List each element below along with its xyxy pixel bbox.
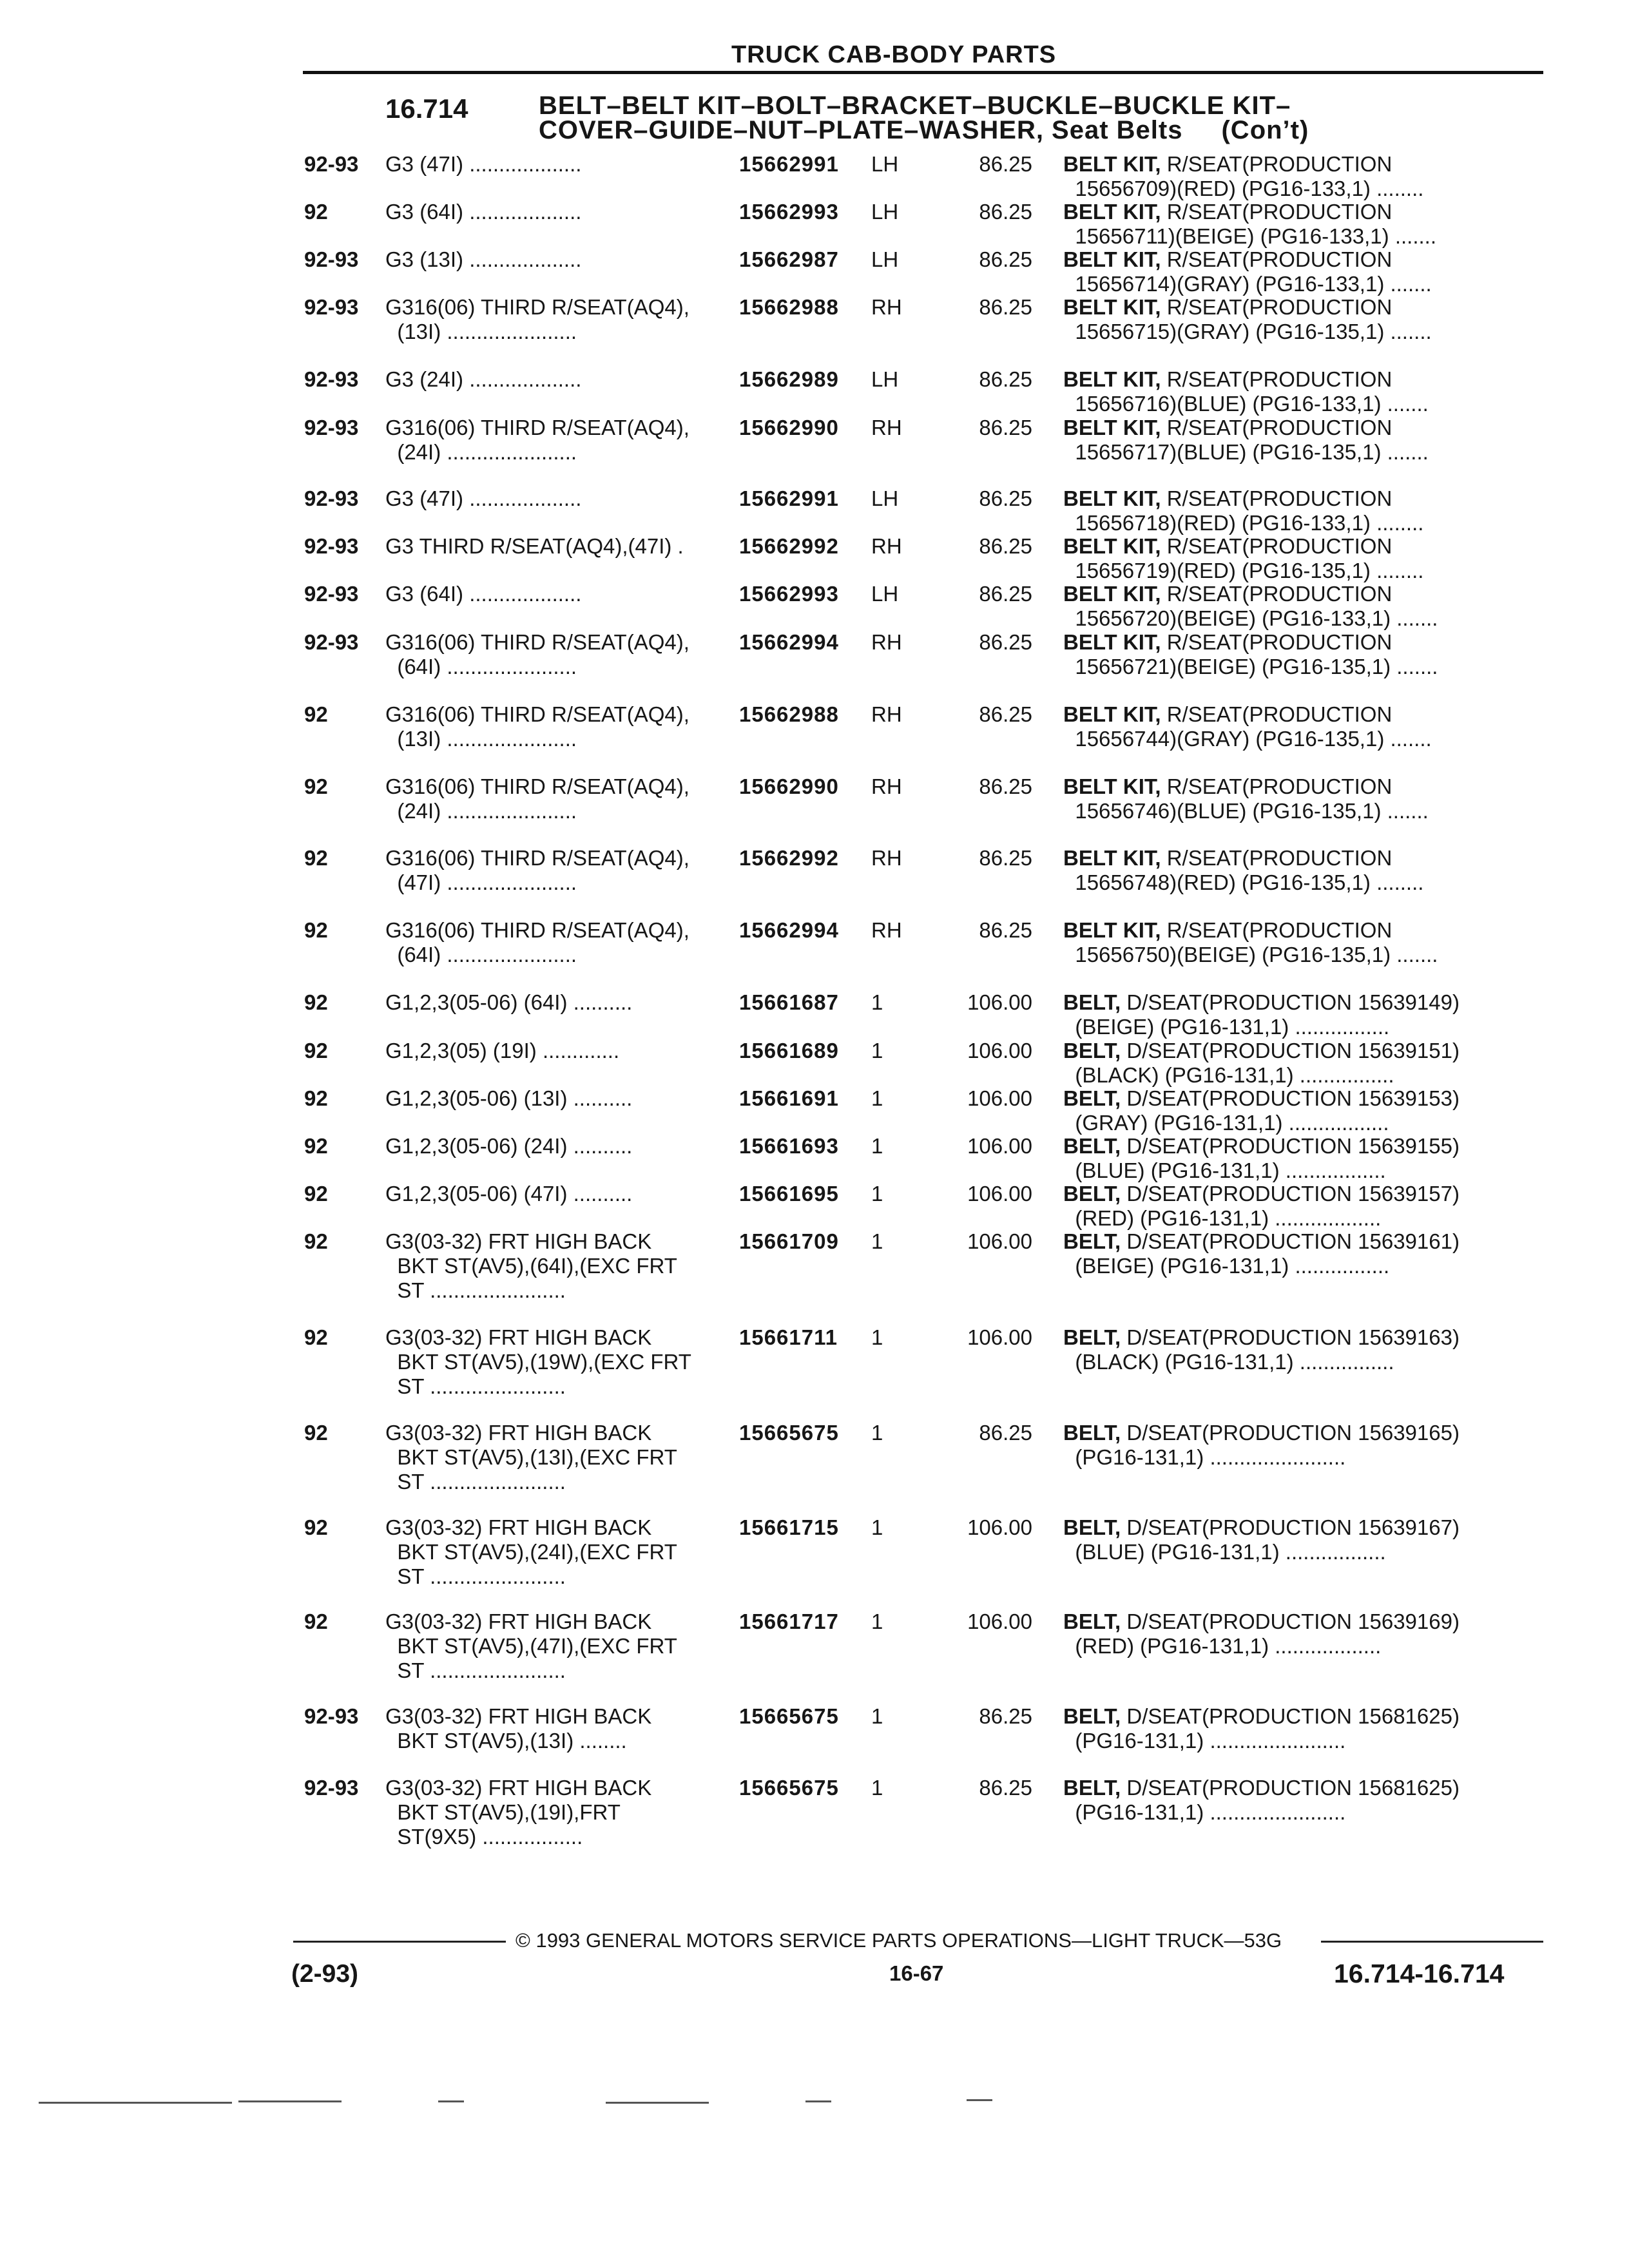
row-description: G3(03-32) FRT HIGH BACK BKT ST(AV5),(19W),(EXC FRT ST ....................... (385, 1325, 691, 1398)
row-quantity: RH (871, 630, 902, 654)
row-part-name (1063, 247, 1527, 296)
row-description: G1,2,3(05-06) (64I) .......... (385, 990, 633, 1014)
row-price: 86.25 (979, 582, 1032, 606)
row-price: 106.00 (967, 1229, 1032, 1253)
scan-mark (805, 2100, 831, 2102)
row-part-name-detail: R/SEAT(PRODUCTION 15656748)(RED) (PG16-135,1) ........ (1075, 846, 1424, 894)
row-part-name-detail: D/SEAT(PRODUCTION 15639151) (BLACK) (PG16-131,1) ................ (1075, 1039, 1460, 1087)
row-part-name-bold: BELT, (1063, 990, 1121, 1014)
row-part-name-detail: D/SEAT(PRODUCTION 15639167) (BLUE) (PG16-131,1) ................. (1075, 1515, 1460, 1564)
row-description: G1,2,3(05-06) (47I) .......... (385, 1182, 633, 1206)
row-quantity: LH (871, 367, 899, 391)
row-part-name-detail: R/SEAT(PRODUCTION 15656750)(BEIGE) (PG16-135,1) ....... (1075, 918, 1438, 966)
section-number: 16.714 (385, 93, 468, 124)
row-quantity: RH (871, 702, 902, 726)
row-part-number: 15665675 (739, 1704, 839, 1728)
row-price: 86.25 (979, 846, 1032, 870)
row-price: 106.00 (967, 1086, 1032, 1110)
row-part-name (1063, 1610, 1527, 1658)
row-part-name (1063, 1086, 1527, 1135)
scan-mark (238, 2100, 342, 2102)
row-part-name-bold: BELT KIT, (1063, 774, 1161, 798)
row-description: G316(06) THIRD R/SEAT(AQ4), (64I) ...................... (385, 918, 689, 966)
row-description: G316(06) THIRD R/SEAT(AQ4), (64I) ...................... (385, 630, 689, 678)
row-year: 92 (304, 1134, 328, 1158)
footer-rule-left (293, 1941, 506, 1943)
row-part-number: 15662990 (739, 416, 839, 439)
row-price: 86.25 (979, 1704, 1032, 1728)
row-part-number: 15662994 (739, 918, 839, 942)
footer-section-range: 16.714-16.714 (1334, 1959, 1505, 1988)
row-quantity: 1 (871, 1039, 883, 1062)
row-part-number: 15665675 (739, 1421, 839, 1445)
row-price: 106.00 (967, 1182, 1032, 1206)
scan-mark (438, 2100, 464, 2102)
row-part-name-bold: BELT, (1063, 1182, 1121, 1206)
row-description: G3(03-32) FRT HIGH BACK BKT ST(AV5),(19I),FRT ST(9X5) ................. (385, 1776, 652, 1849)
row-part-name-bold: BELT, (1063, 1704, 1121, 1728)
row-part-name (1063, 200, 1527, 249)
row-part-name-detail: R/SEAT(PRODUCTION 15656715)(GRAY) (PG16-135,1) ....... (1075, 295, 1432, 343)
row-part-name (1063, 1182, 1527, 1231)
footer-copyright: © 1993 GENERAL MOTORS SERVICE PARTS OPERATIONS—LIGHT TRUCK—53G (516, 1929, 1282, 1952)
row-part-name-bold: BELT KIT, (1063, 630, 1161, 654)
row-price: 86.25 (979, 534, 1032, 558)
row-part-name-detail: R/SEAT(PRODUCTION 15656744)(GRAY) (PG16-135,1) ....... (1075, 702, 1432, 751)
row-price: 86.25 (979, 1421, 1032, 1445)
row-price: 86.25 (979, 152, 1032, 176)
row-price: 106.00 (967, 1325, 1032, 1349)
row-year: 92 (304, 774, 328, 798)
row-part-name-bold: BELT KIT, (1063, 416, 1161, 439)
row-part-name (1063, 918, 1527, 967)
row-part-number: 15662990 (739, 774, 839, 798)
row-part-name (1063, 152, 1527, 201)
row-part-name-detail: R/SEAT(PRODUCTION 15656714)(GRAY) (PG16-133,1) ....... (1075, 247, 1432, 296)
row-part-number: 15662992 (739, 846, 839, 870)
row-price: 106.00 (967, 990, 1032, 1014)
row-part-name-detail: R/SEAT(PRODUCTION 15656709)(RED) (PG16-133,1) ........ (1075, 152, 1424, 200)
row-part-number: 15661693 (739, 1134, 839, 1158)
row-part-name-bold: BELT KIT, (1063, 486, 1161, 510)
row-part-name (1063, 1515, 1527, 1564)
row-description: G316(06) THIRD R/SEAT(AQ4), (24I) ...................... (385, 774, 689, 823)
row-part-number: 15661687 (739, 990, 839, 1014)
row-part-name (1063, 1421, 1527, 1470)
row-price: 86.25 (979, 1776, 1032, 1800)
row-part-name-bold: BELT KIT, (1063, 152, 1161, 176)
row-part-name-detail: D/SEAT(PRODUCTION 15639157) (RED) (PG16-131,1) .................. (1075, 1182, 1460, 1230)
row-quantity: 1 (871, 1086, 883, 1110)
row-part-name-bold: BELT, (1063, 1134, 1121, 1158)
row-part-number: 15661691 (739, 1086, 839, 1110)
scan-mark (606, 2102, 709, 2104)
row-part-name (1063, 534, 1527, 583)
row-year: 92 (304, 1515, 328, 1539)
row-part-name-bold: BELT KIT, (1063, 534, 1161, 558)
row-price: 106.00 (967, 1610, 1032, 1633)
row-description: G3(03-32) FRT HIGH BACK BKT ST(AV5),(13I),(EXC FRT ST ....................... (385, 1421, 677, 1494)
row-description: G316(06) THIRD R/SEAT(AQ4), (13I) ...................... (385, 295, 689, 343)
row-year: 92-93 (304, 582, 359, 606)
row-part-number: 15661717 (739, 1610, 839, 1633)
row-quantity: RH (871, 416, 902, 439)
row-price: 106.00 (967, 1515, 1032, 1539)
row-part-name-bold: BELT, (1063, 1776, 1121, 1800)
row-price: 86.25 (979, 630, 1032, 654)
row-part-name (1063, 295, 1527, 344)
row-part-number: 15661689 (739, 1039, 839, 1062)
row-year: 92-93 (304, 630, 359, 654)
row-part-name (1063, 630, 1527, 679)
row-price: 106.00 (967, 1134, 1032, 1158)
row-year: 92 (304, 1325, 328, 1349)
row-quantity: RH (871, 295, 902, 319)
row-part-name-detail: D/SEAT(PRODUCTION 15681625) (PG16-131,1) ....................... (1075, 1704, 1460, 1753)
row-quantity: RH (871, 534, 902, 558)
row-quantity: 1 (871, 1229, 883, 1253)
row-part-number: 15662987 (739, 247, 839, 271)
row-price: 86.25 (979, 200, 1032, 224)
row-description: G1,2,3(05-06) (13I) .......... (385, 1086, 633, 1110)
row-quantity: LH (871, 247, 899, 271)
footer-page-number: 16-67 (889, 1961, 944, 1985)
row-year: 92-93 (304, 295, 359, 319)
row-part-name (1063, 1039, 1527, 1088)
section-title-line1: BELT–BELT KIT–BOLT–BRACKET–BUCKLE–BUCKLE KIT– (539, 91, 1291, 120)
row-description: G3 (13I) ................... (385, 247, 582, 271)
row-part-name-detail: R/SEAT(PRODUCTION 15656720)(BEIGE) (PG16-133,1) ....... (1075, 582, 1438, 630)
row-quantity: 1 (871, 1325, 883, 1349)
row-part-name (1063, 1704, 1527, 1753)
row-description: G3 (64I) ................... (385, 582, 582, 606)
row-year: 92-93 (304, 367, 359, 391)
row-part-name (1063, 1776, 1527, 1825)
row-part-name-detail: D/SEAT(PRODUCTION 15639163) (BLACK) (PG16-131,1) ................ (1075, 1325, 1460, 1374)
row-part-name-detail: R/SEAT(PRODUCTION 15656711)(BEIGE) (PG16-133,1) ....... (1075, 200, 1436, 248)
row-description: G3 (47I) ................... (385, 152, 582, 176)
row-description: G316(06) THIRD R/SEAT(AQ4), (47I) ...................... (385, 846, 689, 894)
row-price: 86.25 (979, 486, 1032, 510)
row-part-name-detail: R/SEAT(PRODUCTION 15656718)(RED) (PG16-133,1) ........ (1075, 486, 1424, 535)
row-part-number: 15661709 (739, 1229, 839, 1253)
row-year: 92 (304, 200, 328, 224)
row-part-name-bold: BELT KIT, (1063, 846, 1161, 870)
row-quantity: 1 (871, 1134, 883, 1158)
row-price: 86.25 (979, 416, 1032, 439)
row-quantity: LH (871, 582, 899, 606)
row-part-number: 15662991 (739, 152, 839, 176)
row-part-name-bold: BELT, (1063, 1421, 1121, 1445)
row-quantity: RH (871, 774, 902, 798)
row-description: G3(03-32) FRT HIGH BACK BKT ST(AV5),(47I),(EXC FRT ST ....................... (385, 1610, 677, 1682)
row-part-name (1063, 416, 1527, 465)
row-part-name-detail: D/SEAT(PRODUCTION 15639165) (PG16-131,1) ....................... (1075, 1421, 1460, 1469)
row-year: 92-93 (304, 416, 359, 439)
row-description: G3 THIRD R/SEAT(AQ4),(47I) . (385, 534, 684, 558)
footer-date: (2-93) (291, 1960, 359, 1988)
row-part-number: 15662989 (739, 367, 839, 391)
row-description: G1,2,3(05) (19I) ............. (385, 1039, 620, 1062)
row-part-name-bold: BELT, (1063, 1610, 1121, 1633)
row-quantity: LH (871, 152, 899, 176)
row-part-number: 15661711 (739, 1325, 838, 1349)
row-quantity: LH (871, 486, 899, 510)
row-part-name-detail: R/SEAT(PRODUCTION 15656721)(BEIGE) (PG16-135,1) ....... (1075, 630, 1438, 678)
row-price: 86.25 (979, 247, 1032, 271)
row-part-name-bold: BELT KIT, (1063, 918, 1161, 942)
row-part-name-detail: R/SEAT(PRODUCTION 15656746)(BLUE) (PG16-135,1) ....... (1075, 774, 1429, 823)
row-part-number: 15661715 (739, 1515, 839, 1539)
row-part-name (1063, 486, 1527, 535)
row-quantity: 1 (871, 990, 883, 1014)
row-part-name (1063, 1325, 1527, 1374)
row-part-number: 15662993 (739, 582, 839, 606)
row-part-number: 15662988 (739, 295, 839, 319)
row-part-name-bold: BELT, (1063, 1229, 1121, 1253)
row-year: 92 (304, 702, 328, 726)
scan-mark (967, 2099, 992, 2101)
row-part-name-detail: R/SEAT(PRODUCTION 15656716)(BLUE) (PG16-133,1) ....... (1075, 367, 1429, 416)
row-quantity: RH (871, 918, 902, 942)
row-year: 92 (304, 1182, 328, 1206)
row-year: 92 (304, 1421, 328, 1445)
row-price: 86.25 (979, 702, 1032, 726)
row-quantity: 1 (871, 1610, 883, 1633)
row-part-name-bold: BELT KIT, (1063, 247, 1161, 271)
row-part-number: 15662994 (739, 630, 839, 654)
row-price: 86.25 (979, 367, 1032, 391)
row-price: 106.00 (967, 1039, 1032, 1062)
row-quantity: 1 (871, 1515, 883, 1539)
row-price: 86.25 (979, 295, 1032, 319)
row-part-name-detail: D/SEAT(PRODUCTION 15639155) (BLUE) (PG16-131,1) ................. (1075, 1134, 1460, 1182)
row-part-name-bold: BELT KIT, (1063, 200, 1161, 224)
row-quantity: RH (871, 846, 902, 870)
row-year: 92 (304, 846, 328, 870)
row-quantity: 1 (871, 1704, 883, 1728)
row-quantity: 1 (871, 1421, 883, 1445)
row-description: G316(06) THIRD R/SEAT(AQ4), (24I) ...................... (385, 416, 689, 464)
row-year: 92 (304, 1039, 328, 1062)
row-part-name-bold: BELT KIT, (1063, 367, 1161, 391)
row-part-number: 15665675 (739, 1776, 839, 1800)
row-part-name (1063, 367, 1527, 416)
row-part-name-bold: BELT, (1063, 1086, 1121, 1110)
row-part-name-bold: BELT KIT, (1063, 295, 1161, 319)
footer-rule-right (1321, 1941, 1543, 1943)
row-year: 92-93 (304, 152, 359, 176)
row-part-name-detail: R/SEAT(PRODUCTION 15656717)(BLUE) (PG16-135,1) ....... (1075, 416, 1429, 464)
row-part-name (1063, 1134, 1527, 1183)
row-quantity: 1 (871, 1776, 883, 1800)
row-part-number: 15661695 (739, 1182, 839, 1206)
row-description: G3(03-32) FRT HIGH BACK BKT ST(AV5),(24I),(EXC FRT ST ....................... (385, 1515, 677, 1588)
row-price: 86.25 (979, 918, 1032, 942)
row-part-name-detail: D/SEAT(PRODUCTION 15639153) (GRAY) (PG16-131,1) ................. (1075, 1086, 1460, 1135)
row-part-name-bold: BELT, (1063, 1515, 1121, 1539)
row-description: G316(06) THIRD R/SEAT(AQ4), (13I) ...................... (385, 702, 689, 751)
row-quantity: 1 (871, 1182, 883, 1206)
row-part-name-detail: D/SEAT(PRODUCTION 15639161) (BEIGE) (PG16-131,1) ................ (1075, 1229, 1460, 1278)
scan-mark (39, 2102, 232, 2104)
row-part-name (1063, 774, 1527, 823)
section-cont-label: (Con’t) (1221, 116, 1309, 144)
row-year: 92-93 (304, 534, 359, 558)
section-title-line2-text: COVER–GUIDE–NUT–PLATE–WASHER, Seat Belts (539, 116, 1183, 144)
row-year: 92 (304, 1610, 328, 1633)
row-part-name-detail: R/SEAT(PRODUCTION 15656719)(RED) (PG16-135,1) ........ (1075, 534, 1424, 582)
row-part-name-bold: BELT, (1063, 1039, 1121, 1062)
row-price: 86.25 (979, 774, 1032, 798)
row-part-name-detail: D/SEAT(PRODUCTION 15681625) (PG16-131,1) ....................... (1075, 1776, 1460, 1824)
row-description: G3 (64I) ................... (385, 200, 582, 224)
row-description: G3 (47I) ................... (385, 486, 582, 510)
row-description: G3(03-32) FRT HIGH BACK BKT ST(AV5),(64I),(EXC FRT ST ....................... (385, 1229, 677, 1302)
row-part-name-detail: D/SEAT(PRODUCTION 15639149) (BEIGE) (PG16-131,1) ................ (1075, 990, 1460, 1039)
row-year: 92 (304, 918, 328, 942)
row-part-name-bold: BELT, (1063, 1325, 1121, 1349)
row-part-name-detail: D/SEAT(PRODUCTION 15639169) (RED) (PG16-131,1) .................. (1075, 1610, 1460, 1658)
row-part-name (1063, 582, 1527, 631)
row-part-name (1063, 702, 1527, 751)
row-year: 92 (304, 1086, 328, 1110)
row-description: G3(03-32) FRT HIGH BACK BKT ST(AV5),(13I) ........ (385, 1704, 652, 1753)
row-year: 92-93 (304, 486, 359, 510)
row-part-name-bold: BELT KIT, (1063, 702, 1161, 726)
row-year: 92-93 (304, 1776, 359, 1800)
row-part-name (1063, 1229, 1527, 1278)
row-quantity: LH (871, 200, 899, 224)
row-part-name (1063, 990, 1527, 1039)
row-part-number: 15662988 (739, 702, 839, 726)
row-year: 92-93 (304, 247, 359, 271)
row-part-number: 15662992 (739, 534, 839, 558)
row-part-name-bold: BELT KIT, (1063, 582, 1161, 606)
row-description: G3 (24I) ................... (385, 367, 582, 391)
row-year: 92-93 (304, 1704, 359, 1728)
page-title: TRUCK CAB-BODY PARTS (731, 41, 1057, 68)
row-year: 92 (304, 990, 328, 1014)
row-part-number: 15662993 (739, 200, 839, 224)
row-description: G1,2,3(05-06) (24I) .......... (385, 1134, 633, 1158)
row-part-number: 15662991 (739, 486, 839, 510)
row-year: 92 (304, 1229, 328, 1253)
row-part-name (1063, 846, 1527, 895)
